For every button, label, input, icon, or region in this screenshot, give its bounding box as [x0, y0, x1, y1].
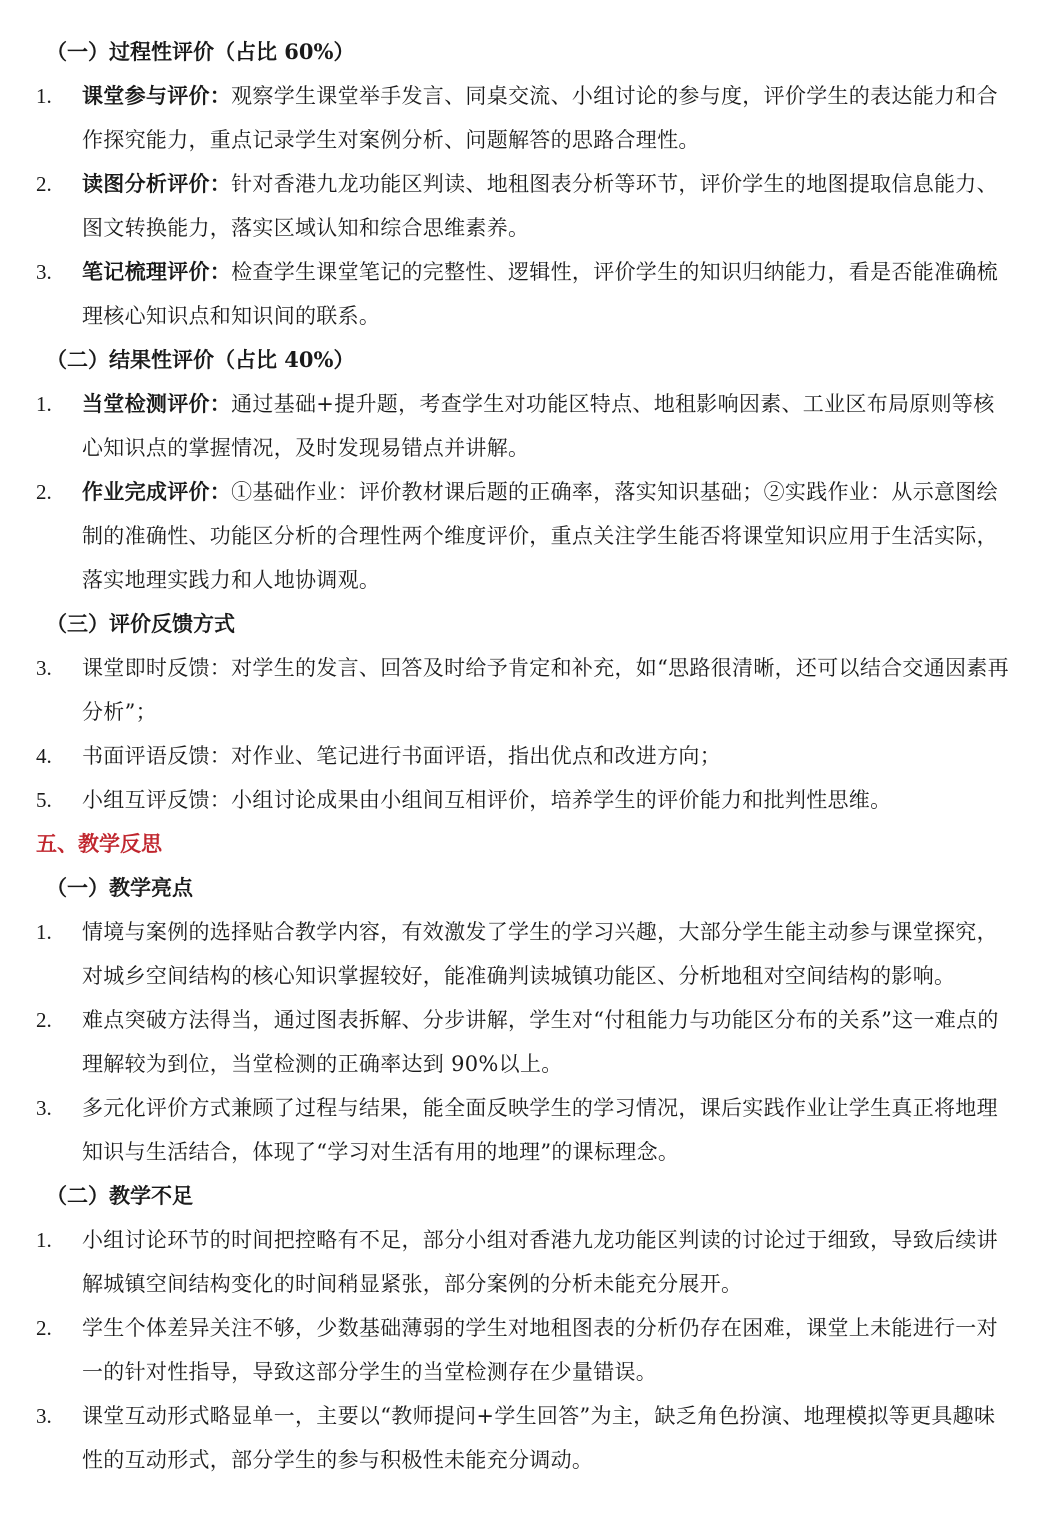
list-item-text: 学生个体差异关注不够，少数基础薄弱的学生对地租图表的分析仍存在困难，课堂上未能进行一对一的针对性指导，导致这部分学生的当堂检测存在少量错误。 — [82, 1316, 998, 1384]
list-item-number: 3. — [36, 260, 52, 284]
list-item-text: ①基础作业：评价教材课后题的正确率，落实知识基础；②实践作业：从示意图绘制的准确性、功能区分析的合理性两个维度评价，重点关注学生能否将课堂知识应用于生活实际，落实地理实践力和人地协调观。 — [82, 480, 998, 592]
list-item-lead: 当堂检测评价： — [82, 391, 232, 416]
list-item-text: 检查学生课堂笔记的完整性、逻辑性，评价学生的知识归纳能力，看是否能准确梳理核心知识点和知识间的联系。 — [82, 260, 998, 328]
subsection-heading: （一）过程性评价（占比 60%） — [46, 39, 355, 64]
list-item-number: 3. — [36, 1404, 52, 1428]
list-item-number: 1. — [36, 84, 52, 108]
list-item-number: 2. — [36, 172, 52, 196]
subsection-heading: （三）评价反馈方式 — [46, 611, 235, 636]
list-item-text: 书面评语反馈：对作业、笔记进行书面评语，指出优点和改进方向； — [82, 744, 721, 768]
list-item — [36, 998, 1011, 1086]
subsection-heading: （二）教学不足 — [46, 1183, 193, 1208]
list-item — [36, 74, 1011, 162]
list-item-text: 通过基础+提升题，考查学生对功能区特点、地租影响因素、工业区布局原则等核心知识点的掌握情况，及时发现易错点并讲解。 — [82, 392, 995, 460]
list-item — [36, 1086, 1011, 1174]
subsection-heading: （一）教学亮点 — [46, 875, 193, 900]
list-item-text: 小组互评反馈：小组讨论成果由小组间互相评价，培养学生的评价能力和批判性思维。 — [82, 788, 892, 812]
list-item — [36, 250, 1011, 338]
list-item-number: 3. — [36, 656, 52, 680]
list-item-body — [82, 998, 1011, 1086]
list-item-number: 2. — [36, 480, 52, 504]
list-item-body — [82, 910, 1011, 998]
list-item — [36, 1306, 1011, 1394]
list-item-text: 针对香港九龙功能区判读、地租图表分析等环节，评价学生的地图提取信息能力、图文转换能力，落实区域认知和综合思维素养。 — [82, 172, 998, 240]
list-item-text: 小组讨论环节的时间把控略有不足，部分小组对香港九龙功能区判读的讨论过于细致，导致后续讲解城镇空间结构变化的时间稍显紧张，部分案例的分析未能充分展开。 — [82, 1228, 998, 1296]
list-item-text: 情境与案例的选择贴合教学内容，有效激发了学生的学习兴趣，大部分学生能主动参与课堂探究，对城乡空间结构的核心知识掌握较好，能准确判读城镇功能区、分析地租对空间结构的影响。 — [82, 920, 998, 988]
list-item-body — [82, 74, 1011, 162]
list-item-number: 2. — [36, 1008, 52, 1032]
list-item-body — [82, 1306, 1011, 1394]
list-item-number: 1. — [36, 1228, 52, 1252]
list-item — [36, 734, 1011, 778]
list-item — [36, 1394, 1011, 1482]
list-item-body — [82, 1394, 1011, 1482]
subsection-heading: （二）结果性评价（占比 40%） — [46, 347, 355, 372]
list-item-text: 课堂互动形式略显单一，主要以“教师提问+学生回答”为主，缺乏角色扮演、地理模拟等更具趣味性的互动形式，部分学生的参与积极性未能充分调动。 — [82, 1404, 996, 1472]
list-item-number: 5. — [36, 788, 52, 812]
list-item-text: 多元化评价方式兼顾了过程与结果，能全面反映学生的学习情况，课后实践作业让学生真正将地理知识与生活结合，体现了“学习对生活有用的地理”的课标理念。 — [82, 1096, 998, 1164]
list-item — [36, 382, 1011, 470]
list-item-number: 1. — [36, 920, 52, 944]
list-item-body — [82, 382, 1011, 470]
list-item-body — [82, 1218, 1011, 1306]
list-item-number: 2. — [36, 1316, 52, 1340]
list-item-lead: 作业完成评价： — [82, 479, 232, 504]
list-item-lead: 课堂参与评价： — [82, 83, 232, 108]
list-item-body — [82, 734, 1011, 778]
list-item-number: 4. — [36, 744, 52, 768]
list-item-text: 难点突破方法得当，通过图表拆解、分步讲解，学生对“付租能力与功能区分布的关系”这一难点的理解较为到位，当堂检测的正确率达到 90%以上。 — [82, 1008, 999, 1076]
list-item-lead: 读图分析评价： — [82, 171, 232, 196]
list-item — [36, 1218, 1011, 1306]
list-item-body — [82, 162, 1011, 250]
list-item-lead: 笔记梳理评价： — [82, 259, 232, 284]
list-item — [36, 910, 1011, 998]
list-item-body — [82, 1086, 1011, 1174]
list-item-body — [82, 250, 1011, 338]
list-item-number: 3. — [36, 1096, 52, 1120]
list-item — [36, 470, 1011, 602]
list-item-body — [82, 646, 1011, 734]
section-heading: 五、教学反思 — [36, 831, 162, 856]
list-item — [36, 778, 1011, 822]
list-item-text: 课堂即时反馈：对学生的发言、回答及时给予肯定和补充，如“思路很清晰，还可以结合交通因素再分析”； — [82, 656, 1009, 724]
list-item-body — [82, 778, 1011, 822]
list-item — [36, 646, 1011, 734]
list-item-body — [82, 470, 1011, 602]
list-item — [36, 162, 1011, 250]
list-item-text: 观察学生课堂举手发言、同桌交流、小组讨论的参与度，评价学生的表达能力和合作探究能力，重点记录学生对案例分析、问题解答的思路合理性。 — [82, 84, 998, 152]
list-item-number: 1. — [36, 392, 52, 416]
